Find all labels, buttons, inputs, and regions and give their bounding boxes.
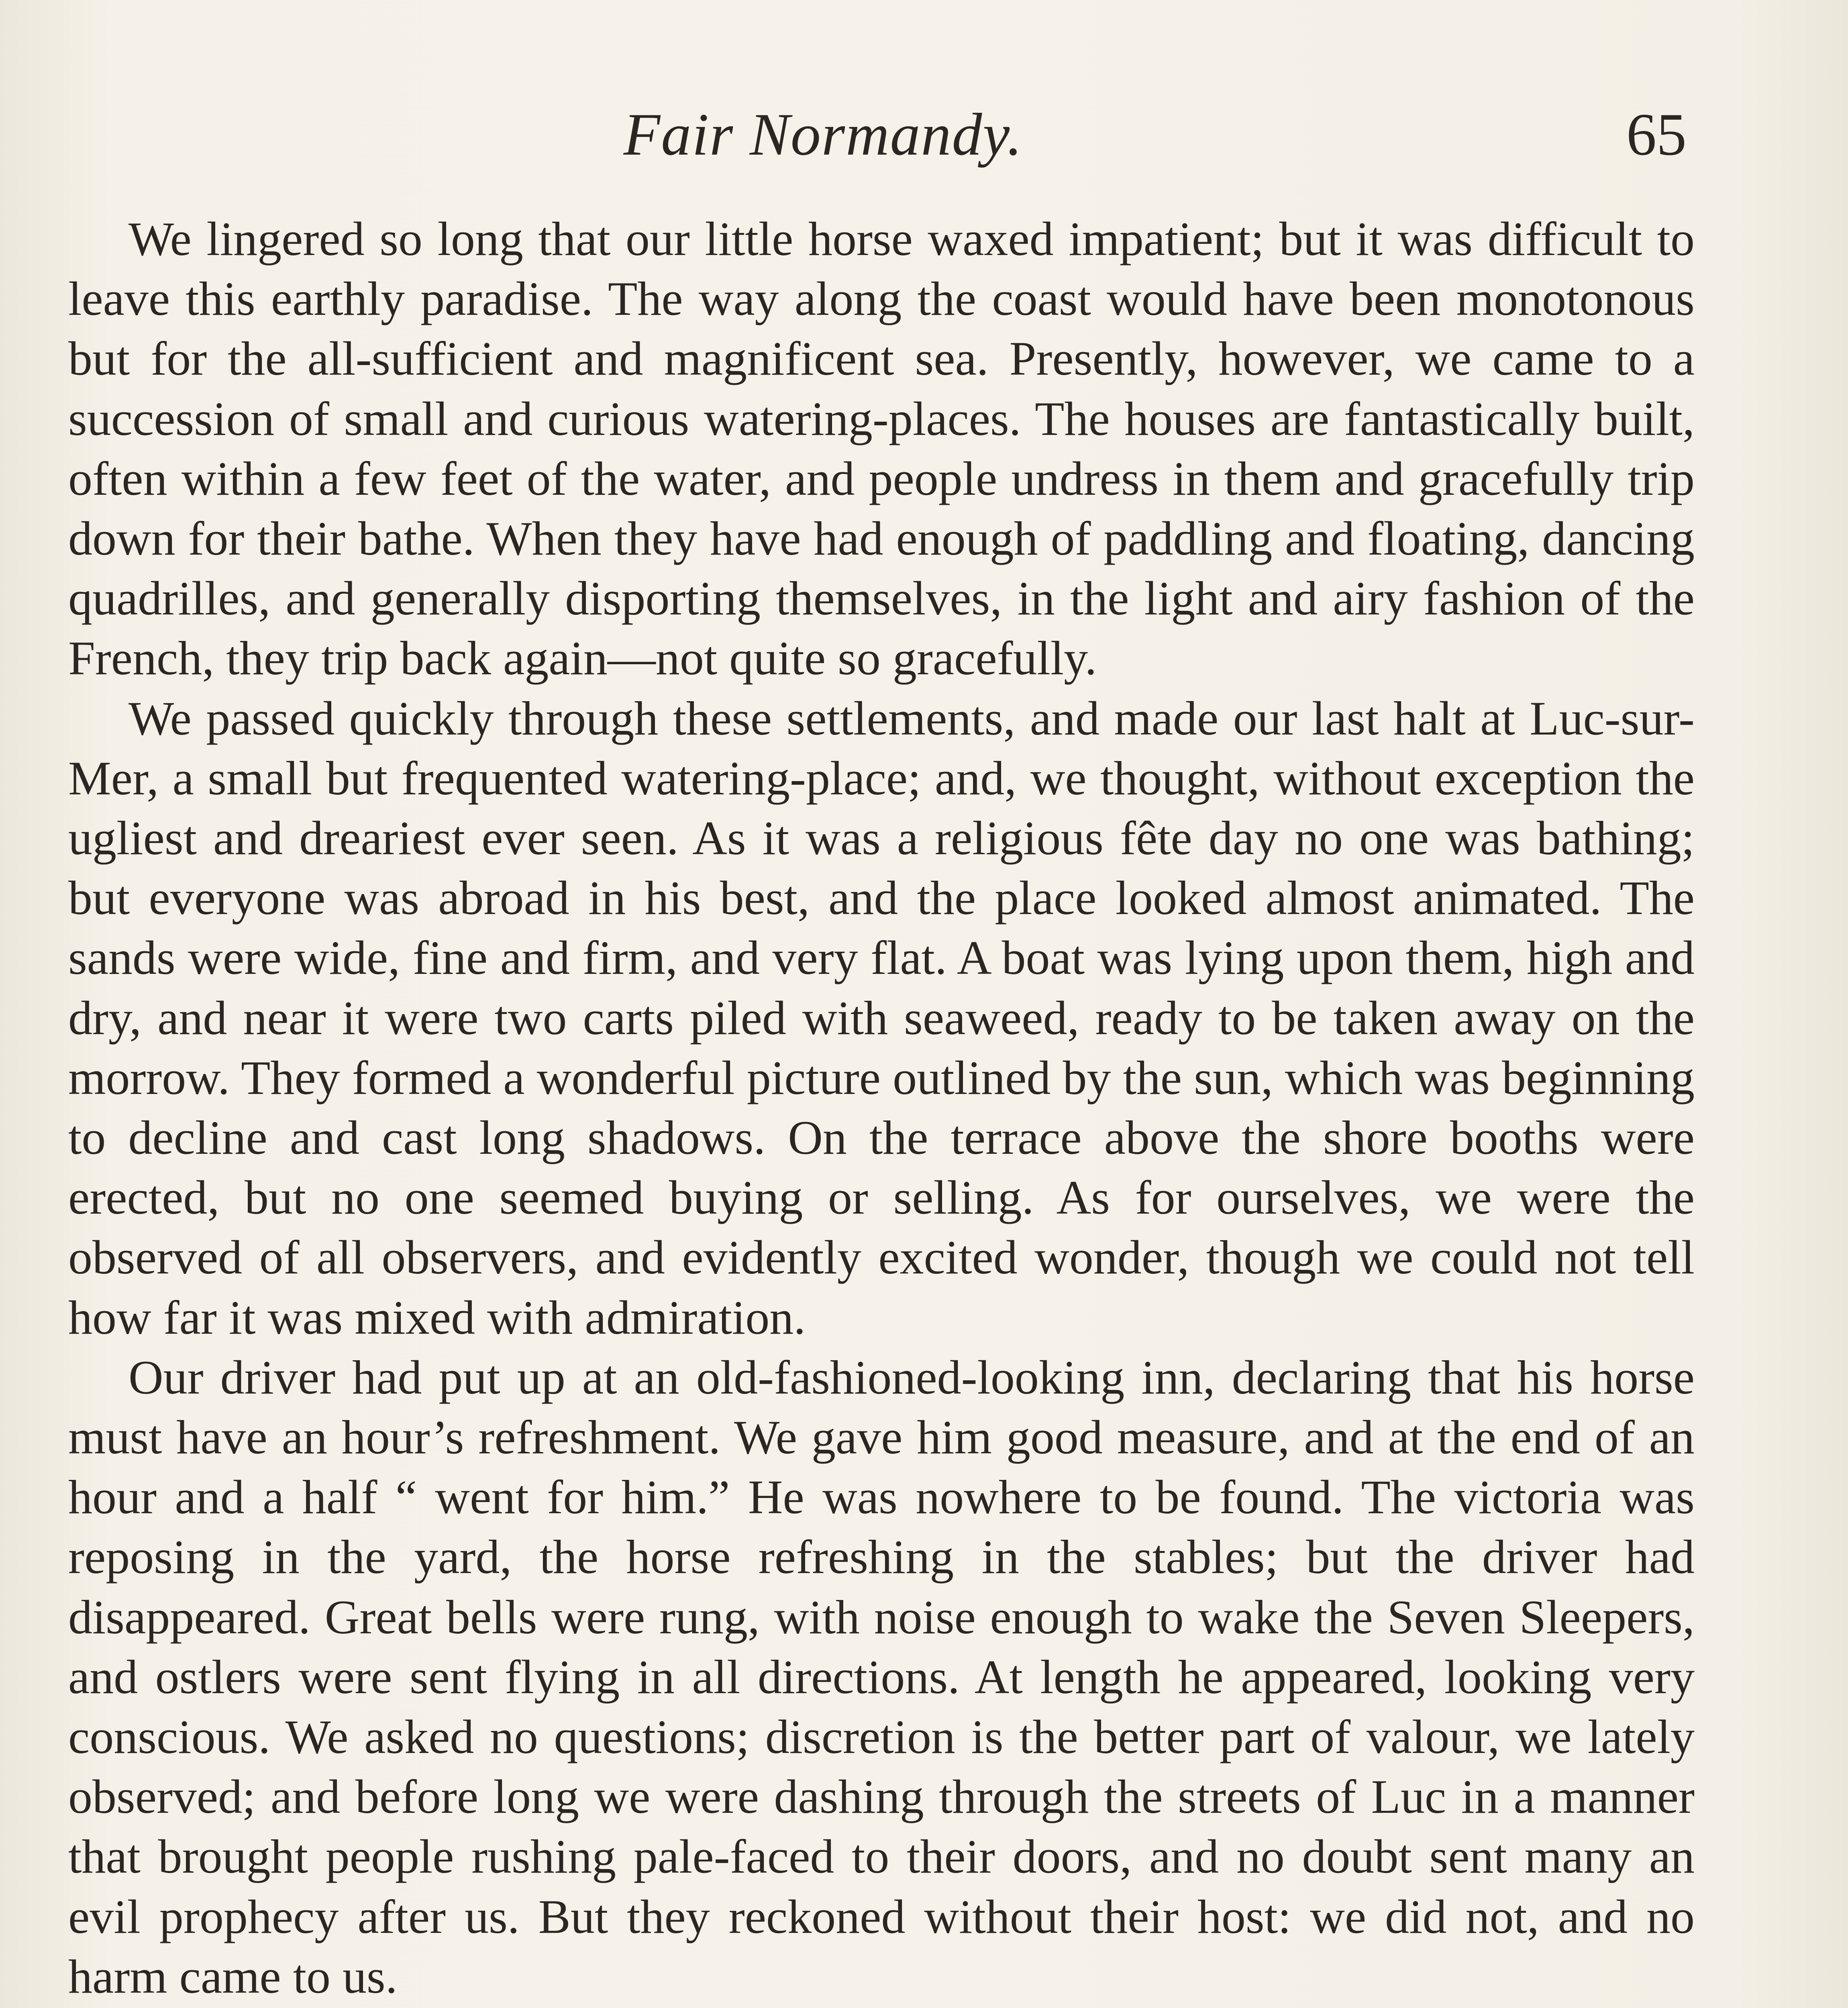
paragraph: We lingered so long that our little horse waxed impatient; but it was difficult to leave this earthly paradise. The way along the coast would have been monotonous but for the all-sufficient and magnificent sea. Presently, however, we came to a succession of small and curious watering-places. The houses are fantastically built, often within a few feet of the water, and people undress in them and gracefully trip down for their bathe. When they have had enough of paddling and floating, dancing quadrilles, and generally disporting themselves, in the light and airy fashion of the French, they trip back again—not quite so gracefully. (68, 212, 1695, 685)
running-title: Fair Normandy. (623, 101, 1023, 168)
paragraph (68, 2006, 1695, 2008)
page-header (120, 94, 1687, 175)
paragraph: We passed quickly through these settlements, and made our last halt at Luc-sur-Mer, a small but frequented watering-place; and, we thought, without exception the ugliest and dreariest ever seen. As it was a religious fête day no one was bathing; but everyone was abroad in his best, and the place looked almost animated. The sands were wide, fine and firm, and very flat. A boat was lying upon them, high and dry, and near it were two carts piled with seaweed, ready to be taken away on the morrow. They formed a wonderful picture outlined by the sun, which was beginning to decline and cast long shadows. On the terrace above the shore booths were erected, but no one seemed buying or selling. As for ourselves, we were the observed of all observers, and evidently excited wonder, though we could not tell how far it was mixed with admiration. (68, 691, 1695, 1344)
paragraph: Our driver had put up at an old-fashioned-looking inn, declaring that his horse must have an hour’s refreshment. We gave him good measure, and at the end of an hour and a half “ went for him.” He was nowhere to be found. The victoria was reposing in the yard, the horse refreshing in the stables; but the driver had disappeared. Great bells were rung, with noise enough to wake the Seven Sleepers, and ostlers were sent flying in all directions. At length he appeared, looking very conscious. We asked no questions; discretion is the better part of valour, we lately observed; and before long we were dashing through the streets of Luc in a manner that brought people rushing pale-faced to their doors, and no doubt sent many an evil prophecy after us. But they reckoned without their host: we did not, and no harm came to us. (68, 1350, 1695, 2003)
page-number: 65 (1626, 101, 1687, 168)
body-text (68, 209, 1695, 2008)
